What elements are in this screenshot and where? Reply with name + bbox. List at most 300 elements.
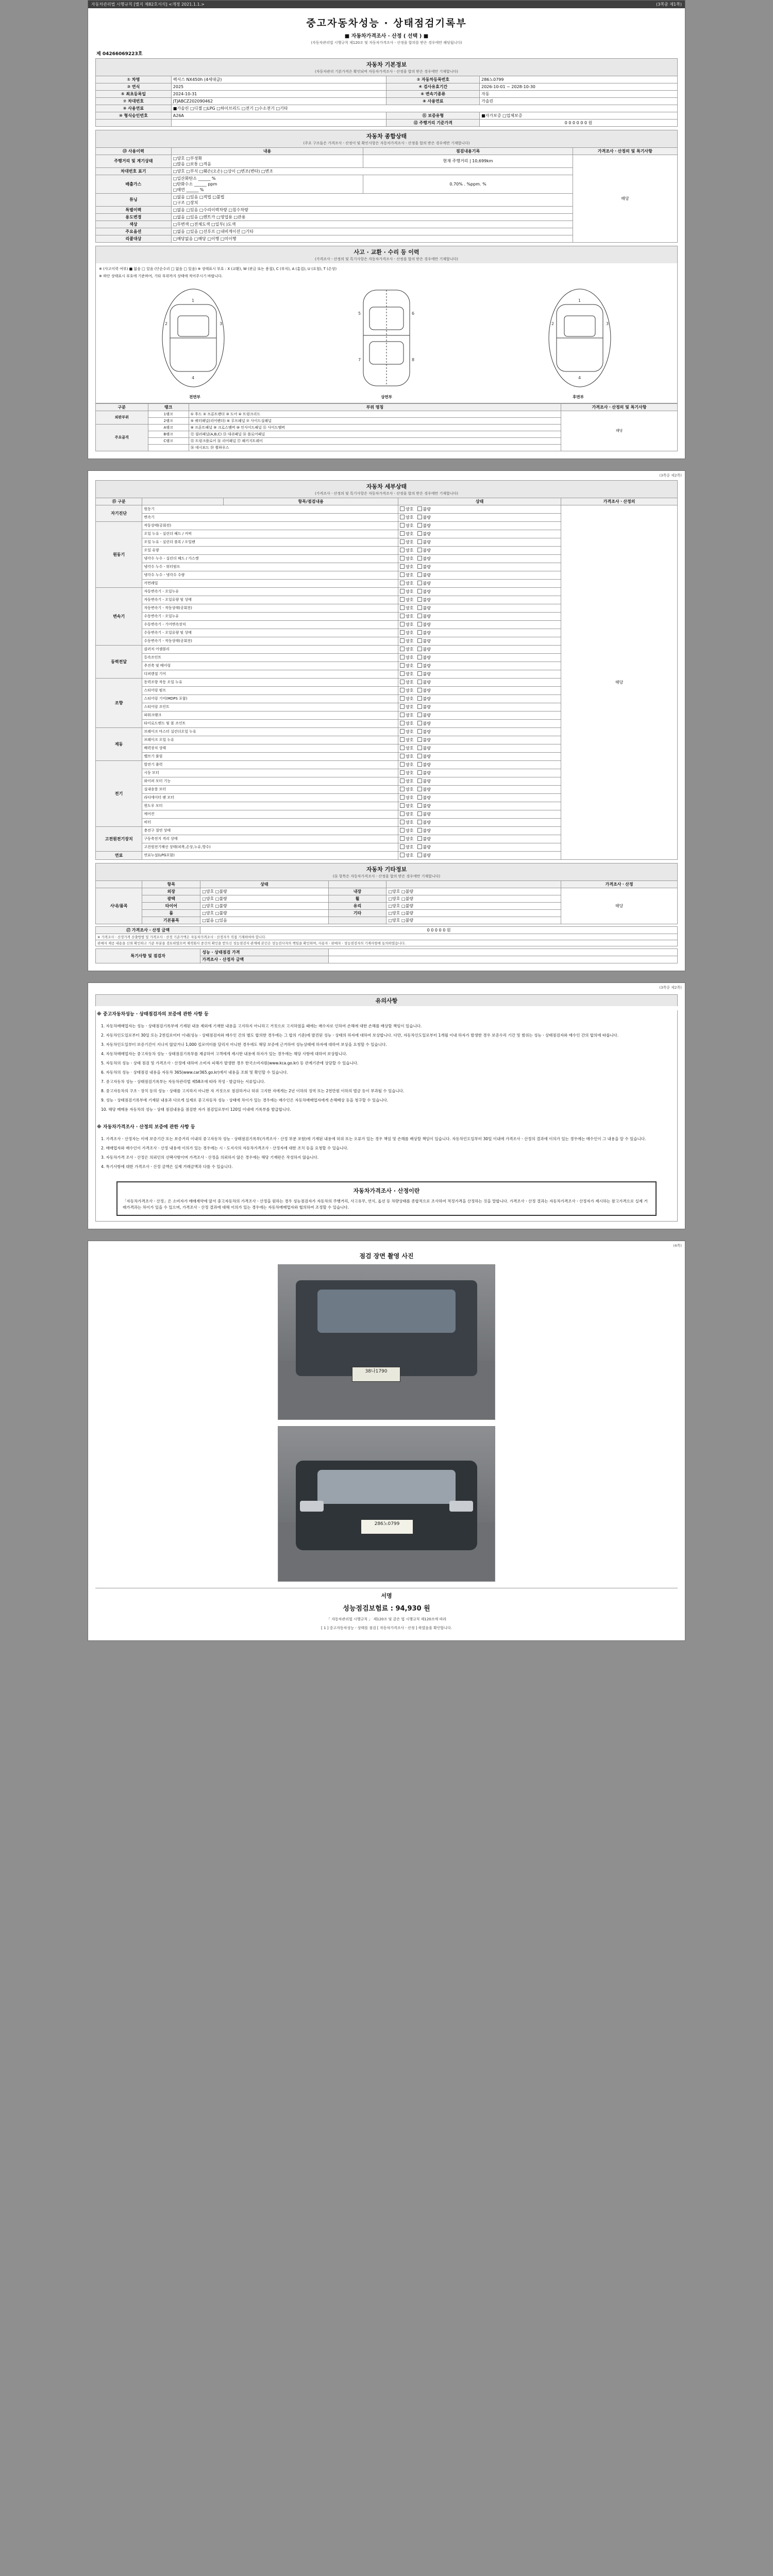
engine-bay-photo (278, 1264, 495, 1420)
detail-item-label: 자동변속기 - 오일누유 (142, 587, 398, 596)
detail-item-options[interactable] (398, 851, 561, 859)
checkbox-icon[interactable] (400, 721, 405, 725)
checkbox-icon[interactable] (417, 844, 422, 849)
checkbox-option[interactable]: 양호 (400, 515, 413, 520)
checkbox-group[interactable]: □없음 □있음 □적법 □불법 (173, 194, 225, 199)
checkbox-option[interactable]: 양호 (400, 671, 413, 677)
row-options[interactable]: □해당없음 □해당 □이행 □미이행 (171, 235, 573, 242)
detail-item-options[interactable] (398, 777, 561, 785)
checkbox-option[interactable]: 양호 (400, 787, 413, 792)
detail-item-options[interactable] (398, 835, 561, 843)
col-header: 가격조사ㆍ산정의 및 특기사항 (561, 403, 678, 411)
checkbox-icon[interactable] (417, 581, 422, 585)
row-label: 주요골격 (96, 424, 148, 451)
price-header: ⑰ 가격조사 · 산정 금액 (96, 926, 200, 934)
checkbox-icon[interactable] (400, 820, 405, 824)
checkbox-group[interactable]: □구조 □장치 (173, 200, 198, 205)
car-top-diagram (338, 284, 435, 392)
row-label: 주행거리 및 계기상태 (96, 155, 172, 167)
checkbox-icon[interactable] (400, 844, 405, 849)
checkbox-option[interactable]: 불량 (417, 844, 431, 850)
detail-rows-body (96, 505, 678, 859)
checkbox-option[interactable]: 불량 (417, 647, 431, 652)
checkbox-icon[interactable] (400, 696, 405, 701)
table-row (96, 505, 678, 513)
checkbox-icon[interactable] (400, 655, 405, 659)
checkbox-icon[interactable] (400, 811, 405, 816)
list-item: 3. 자동차가격 조사ㆍ산정은 의뢰인의 선택사항이며 가격조사ㆍ산정을 의뢰하지 않은 경우에는 해당 기재란은 작성하지 않습니다. (101, 1155, 319, 1160)
checkbox-option[interactable]: 불량 (417, 614, 431, 619)
checkbox-icon[interactable] (400, 828, 405, 833)
col-header: 가격조사ㆍ산정 (561, 880, 678, 888)
detail-item-label: 오일 누유 - 실린더 블록 / 오일팬 (142, 538, 398, 546)
checkbox-option[interactable]: 불량 (417, 721, 431, 726)
checkbox-icon[interactable] (400, 638, 405, 643)
checkbox-option[interactable]: 불량 (417, 548, 431, 553)
detail-item-options[interactable] (398, 563, 561, 571)
checkbox-icon[interactable] (417, 605, 422, 610)
checkbox-icon[interactable] (400, 853, 405, 857)
signature-table (95, 948, 678, 963)
checkbox-option[interactable]: 불량 (417, 704, 431, 710)
checkbox-option[interactable]: 불량 (417, 811, 431, 817)
checkbox-icon[interactable] (400, 787, 405, 791)
checkbox-icon[interactable] (417, 539, 422, 544)
detail-item-label: 커먼레일 (142, 579, 398, 587)
checkbox-option[interactable]: 불량 (417, 853, 431, 858)
detail-item-options[interactable] (398, 744, 561, 752)
checkbox-option[interactable]: 양호 (400, 556, 413, 562)
detail-item-options[interactable] (398, 579, 561, 587)
checkbox-icon[interactable] (400, 589, 405, 594)
detail-item-options[interactable] (398, 612, 561, 620)
checkbox-icon[interactable] (417, 820, 422, 824)
checkbox-option[interactable]: 불량 (417, 828, 431, 834)
checkbox-icon[interactable] (400, 778, 405, 783)
detail-item-options[interactable] (398, 587, 561, 596)
checkbox-icon[interactable] (400, 572, 405, 577)
table-head-row (96, 147, 678, 155)
detail-item-options[interactable] (398, 554, 561, 563)
row-options[interactable]: □양호 □부식 □훼손(오손) □상이 □변조(변타) □변조 (171, 167, 573, 175)
checkbox-option[interactable]: 양호 (400, 836, 413, 842)
checkbox-icon[interactable] (417, 787, 422, 791)
checkbox-option[interactable]: 양호 (400, 581, 413, 586)
checkbox-option[interactable]: 불량 (417, 572, 431, 578)
checkbox-option[interactable]: 불량 (417, 564, 431, 570)
detail-item-options[interactable] (398, 802, 561, 810)
checkbox-option[interactable]: 불량 (417, 688, 431, 693)
detail-item-options[interactable] (398, 736, 561, 744)
checkbox-option[interactable]: 불량 (417, 787, 431, 792)
detail-item-options[interactable] (398, 530, 561, 538)
checkbox-icon[interactable] (400, 564, 405, 569)
detail-item-label: 히터 (142, 818, 398, 826)
checkbox-icon[interactable] (417, 836, 422, 841)
detail-item-options[interactable] (398, 629, 561, 637)
checkbox-option[interactable]: 양호 (400, 564, 413, 570)
checkbox-icon[interactable] (417, 803, 422, 808)
table-head-row (96, 498, 678, 505)
checkbox-icon[interactable] (400, 647, 405, 651)
checkbox-option[interactable]: 불량 (417, 581, 431, 586)
detail-group-label: 전기 (96, 760, 142, 826)
checkbox-option[interactable]: 양호 (400, 820, 413, 825)
detail-item-options[interactable] (398, 793, 561, 802)
detail-item-options[interactable] (398, 843, 561, 851)
detail-item-options[interactable] (398, 571, 561, 579)
cell-label: ④ 검사유효기간 (386, 83, 480, 90)
checkbox-icon[interactable] (400, 671, 405, 676)
checkbox-option[interactable]: 불량 (417, 680, 431, 685)
checkbox-option[interactable]: 양호 (400, 572, 413, 578)
detail-item-options[interactable] (398, 694, 561, 703)
row-options[interactable]: □없음 □있음 (200, 917, 328, 924)
checkbox-option[interactable]: 불량 (417, 778, 431, 784)
checkbox-icon[interactable] (417, 853, 422, 857)
checkbox-icon[interactable] (417, 556, 422, 561)
detail-item-options[interactable] (398, 826, 561, 835)
checkbox-option[interactable]: 양호 (400, 754, 413, 759)
notice-subhead-1: ※ 중고자동차성능 · 상태점검자의 보증에 관한 사항 등 (97, 1011, 209, 1017)
checkbox-icon[interactable] (417, 713, 422, 717)
checkbox-option[interactable]: 불량 (417, 762, 431, 768)
checkbox-option[interactable]: 불량 (417, 671, 431, 677)
checkbox-group[interactable]: □양호 □부정확 (173, 156, 203, 161)
row-options[interactable] (171, 193, 573, 206)
checkbox-option[interactable]: 불량 (417, 605, 431, 611)
detail-item-options[interactable] (398, 538, 561, 546)
checkbox-icon[interactable] (417, 811, 422, 816)
detail-item-options[interactable] (398, 678, 561, 686)
checkbox-option[interactable]: 양호 (400, 614, 413, 619)
row-label: 리콜대상 (96, 235, 172, 242)
checkbox-option[interactable]: 불량 (417, 696, 431, 702)
checkbox-option[interactable]: 양호 (400, 531, 413, 537)
detail-item-label: 스티어링 조인트 (142, 703, 398, 711)
checkbox-icon[interactable] (417, 523, 422, 528)
checkbox-icon[interactable] (417, 762, 422, 767)
checkbox-icon[interactable] (400, 688, 405, 692)
checkbox-icon[interactable] (400, 614, 405, 618)
detail-item-options[interactable] (398, 785, 561, 793)
checkbox-option[interactable]: 양호 (400, 663, 413, 669)
checkbox-option[interactable]: 불량 (417, 638, 431, 644)
detail-item-label: 냉각수 누수 - 워터펌프 (142, 563, 398, 571)
col-header: 내용 (171, 147, 363, 155)
checkbox-group[interactable]: □많음 □보통 □적음 (173, 161, 211, 166)
checkbox-option[interactable]: 불량 (417, 622, 431, 628)
checkbox-icon[interactable] (417, 729, 422, 734)
checkbox-option[interactable]: 양호 (400, 795, 413, 801)
cell-label: ⑥ 변속기종류 (386, 90, 480, 97)
detail-item-options[interactable] (398, 513, 561, 521)
checkbox-icon[interactable] (400, 754, 405, 758)
checkbox-option[interactable]: 양호 (400, 721, 413, 726)
svg-text:2: 2 (551, 321, 554, 326)
checkbox-option[interactable]: 불량 (417, 754, 431, 759)
checkbox-option[interactable]: 양호 (400, 638, 413, 644)
checkbox-option[interactable]: 불량 (417, 556, 431, 562)
checkbox-option[interactable]: 불량 (417, 597, 431, 603)
checkbox-icon[interactable] (400, 506, 405, 511)
table-row (96, 90, 678, 97)
checkbox-option[interactable]: 양호 (400, 688, 413, 693)
checkbox-option[interactable]: 양호 (400, 506, 413, 512)
detail-item-options[interactable] (398, 711, 561, 719)
checkbox-icon[interactable] (417, 564, 422, 569)
checkbox-icon[interactable] (417, 630, 422, 635)
row-options[interactable]: □양호 □불량 (386, 917, 561, 924)
assessment-note: 해당 (561, 411, 678, 451)
checkbox-option[interactable]: 양호 (400, 548, 413, 553)
checkbox-option[interactable]: 불량 (417, 589, 431, 595)
svg-text:5: 5 (358, 311, 361, 316)
detail-item-options[interactable] (398, 760, 561, 769)
checkbox-icon[interactable] (417, 745, 422, 750)
label-front: 전면부 (189, 394, 200, 399)
checkbox-icon[interactable] (417, 531, 422, 536)
row-label: 주요옵션 (96, 228, 172, 235)
svg-text:3: 3 (219, 321, 222, 326)
detail-item-options[interactable] (398, 727, 561, 736)
checkbox-option[interactable]: 양호 (400, 770, 413, 776)
checkbox-option[interactable]: 불량 (417, 655, 431, 660)
detail-item-label: 오일 누유 - 실린더 헤드 / 커버 (142, 530, 398, 538)
checkbox-option[interactable]: 양호 (400, 539, 413, 545)
checkbox-icon[interactable] (417, 572, 422, 577)
checkbox-option[interactable]: 양호 (400, 589, 413, 595)
detail-item-label: 수동변속기 - 오일누유 (142, 612, 398, 620)
tail-lamp-right-icon (449, 1501, 473, 1512)
checkbox-icon[interactable] (400, 680, 405, 684)
col-header-sub (142, 498, 224, 505)
parts-list: ⑱ 데시보드 ⑲ 휠하우스 (189, 444, 561, 451)
checkbox-icon[interactable] (417, 696, 422, 701)
parts-list: ⑮ 트렁크플로어 ⑯ 리어패널 ⑰ 패키지트레이 (189, 437, 561, 444)
checkbox-icon[interactable] (400, 539, 405, 544)
detail-item-options[interactable] (398, 752, 561, 760)
checkbox-option[interactable]: 불량 (417, 770, 431, 776)
checkbox-icon[interactable] (400, 523, 405, 528)
checkbox-option[interactable]: 양호 (400, 704, 413, 710)
page-subtitle: ■ 자동차가격조사 · 산정 ( 선택 ) ■ (344, 33, 429, 39)
checkbox-option[interactable]: 양호 (400, 811, 413, 817)
row-options[interactable]: □양호 □불량 (386, 902, 561, 909)
checkbox-option[interactable]: 양호 (400, 737, 413, 743)
checkbox-option[interactable]: 양호 (400, 622, 413, 628)
checkbox-option[interactable]: 양호 (400, 696, 413, 702)
checkbox-option[interactable]: 양호 (400, 647, 413, 652)
row-options[interactable]: □양호 □불량 (200, 895, 328, 902)
checkbox-icon[interactable] (400, 581, 405, 585)
checkbox-option[interactable]: 양호 (400, 762, 413, 768)
checkbox-icon[interactable] (400, 556, 405, 561)
checkbox-option[interactable]: 양호 (400, 597, 413, 603)
checkbox-icon[interactable] (417, 704, 422, 709)
detail-item-options[interactable] (398, 703, 561, 711)
checkbox-group[interactable]: □일산화탄소 ______ % (173, 176, 216, 181)
checkbox-option[interactable]: 불량 (417, 745, 431, 751)
checkbox-icon[interactable] (417, 614, 422, 618)
checkbox-icon[interactable] (400, 622, 405, 626)
checkbox-icon[interactable] (417, 671, 422, 676)
checkbox-option[interactable]: 양호 (400, 778, 413, 784)
row-label: 룸 (142, 909, 200, 917)
checkbox-icon[interactable] (417, 638, 422, 643)
checkbox-icon[interactable] (400, 548, 405, 552)
checkbox-icon[interactable] (400, 770, 405, 775)
cell-label (96, 119, 172, 126)
row-options[interactable]: □양호 □불량 (200, 909, 328, 917)
checkbox-option[interactable]: 불량 (417, 531, 431, 537)
detail-item-options[interactable] (398, 653, 561, 662)
checkbox-icon[interactable] (400, 531, 405, 536)
checkbox-icon[interactable] (417, 622, 422, 626)
checkbox-option[interactable]: 양호 (400, 828, 413, 834)
detail-item-label: 동력조향 작동 오일 누유 (142, 678, 398, 686)
detail-item-options[interactable] (398, 719, 561, 727)
checkbox-option[interactable]: 불량 (417, 836, 431, 842)
checkbox-icon[interactable] (400, 762, 405, 767)
row-options[interactable]: □양호 □불량 (200, 902, 328, 909)
checkbox-option[interactable]: 불량 (417, 523, 431, 529)
page-title: 중고자동차성능 · 상태점검기록부 (306, 18, 467, 29)
fuel-checkboxes[interactable]: ■가솔린 □디젤 □LPG □하이브리드 □전기 □수소전기 □기타 (171, 105, 677, 112)
checkbox-icon[interactable] (417, 589, 422, 594)
row-label: 휠 (328, 895, 386, 902)
detail-item-options[interactable] (398, 670, 561, 678)
detail-item-options[interactable] (398, 686, 561, 694)
row-options[interactable]: □양호 □불량 (200, 888, 328, 895)
checkbox-icon[interactable] (400, 663, 405, 668)
checkbox-option[interactable]: 불량 (417, 663, 431, 669)
checkbox-icon[interactable] (400, 704, 405, 709)
checkbox-option[interactable]: 불량 (417, 795, 431, 801)
checkbox-option[interactable]: 불량 (417, 506, 431, 512)
checkbox-icon[interactable] (400, 836, 405, 841)
checkbox-icon[interactable] (400, 795, 405, 800)
checkbox-icon[interactable] (417, 754, 422, 758)
checkbox-option[interactable]: 양호 (400, 605, 413, 611)
detail-item-options[interactable] (398, 637, 561, 645)
checkbox-option[interactable]: 불량 (417, 729, 431, 735)
checkbox-icon[interactable] (400, 605, 405, 610)
checkbox-icon[interactable] (417, 778, 422, 783)
row-options[interactable] (171, 175, 363, 193)
checkbox-icon[interactable] (400, 803, 405, 808)
checkbox-option[interactable]: 양호 (400, 630, 413, 636)
detail-item-label: 냉각수 누수 - 실린더 헤드 / 가스켓 (142, 554, 398, 563)
checkbox-group[interactable]: □탄화수소 ______ ppm (173, 181, 217, 187)
definition-box (116, 1181, 657, 1216)
checkbox-icon[interactable] (417, 680, 422, 684)
photo-engine-area (317, 1290, 456, 1333)
checkbox-icon[interactable] (417, 721, 422, 725)
checkbox-icon[interactable] (417, 688, 422, 692)
checkbox-icon[interactable] (400, 729, 405, 734)
checkbox-option[interactable]: 불량 (417, 737, 431, 743)
warranty-checkboxes[interactable]: ■자가보증 □업체보증 (480, 112, 678, 119)
checkbox-option[interactable]: 불량 (417, 803, 431, 809)
label-top: 상면부 (381, 394, 392, 399)
col-header: ⑮ 구분 (96, 498, 142, 505)
detail-item-options[interactable] (398, 662, 561, 670)
checkbox-option[interactable]: 불량 (417, 539, 431, 545)
detail-item-label: 윈도우 모터 (142, 802, 398, 810)
row-options[interactable]: □없음 □있음 □수리이력차량 □침수차량 (171, 206, 573, 213)
assessment-note: 해당 (573, 155, 677, 242)
photo-rear-glass (317, 1470, 456, 1504)
checkbox-option[interactable]: 양호 (400, 853, 413, 858)
checkbox-icon[interactable] (417, 506, 422, 511)
checkbox-icon[interactable] (417, 597, 422, 602)
checkbox-icon[interactable] (417, 548, 422, 552)
detail-item-options[interactable] (398, 505, 561, 513)
checkbox-icon[interactable] (400, 745, 405, 750)
checkbox-icon[interactable] (400, 630, 405, 635)
row-options[interactable]: □없음 □있음 □렌트카 □영업용 □관용 (171, 213, 573, 221)
checkbox-group[interactable]: □매연 ______ % (173, 187, 204, 192)
detail-item-options[interactable] (398, 521, 561, 530)
detail-item-options[interactable] (398, 818, 561, 826)
checkbox-option[interactable]: 불량 (417, 713, 431, 718)
row-options[interactable]: □무변색 □전체도색 □일부( )도색 (171, 221, 573, 228)
checkbox-icon[interactable] (417, 795, 422, 800)
checkbox-icon[interactable] (417, 515, 422, 519)
checkbox-icon[interactable] (417, 663, 422, 668)
row-options[interactable] (171, 155, 363, 167)
checkbox-option[interactable]: 불량 (417, 630, 431, 636)
checkbox-option[interactable]: 양호 (400, 523, 413, 529)
checkbox-icon[interactable] (417, 655, 422, 659)
detail-item-options[interactable] (398, 546, 561, 554)
checkbox-option[interactable]: 불량 (417, 820, 431, 825)
row-options[interactable]: □양호 □불량 (386, 895, 561, 902)
checkbox-icon[interactable] (400, 713, 405, 717)
row-label: 타이어 (142, 902, 200, 909)
checkbox-icon[interactable] (400, 737, 405, 742)
checkbox-option[interactable]: 양호 (400, 745, 413, 751)
detail-item-options[interactable] (398, 604, 561, 612)
detail-item-options[interactable] (398, 769, 561, 777)
checkbox-option[interactable]: 양호 (400, 803, 413, 809)
row-options[interactable]: □양호 □불량 (386, 888, 561, 895)
checkbox-option[interactable]: 불량 (417, 515, 431, 520)
checkbox-option[interactable]: 양호 (400, 680, 413, 685)
price-assessment-table (95, 926, 678, 946)
detail-item-options[interactable] (398, 620, 561, 629)
row-label: 튜닝 (96, 193, 172, 206)
detail-item-options[interactable] (398, 596, 561, 604)
col-header-rank: 랭크 (148, 403, 189, 411)
checkbox-icon[interactable] (417, 770, 422, 775)
checkbox-icon[interactable] (400, 597, 405, 602)
checkbox-option[interactable]: 양호 (400, 729, 413, 735)
checkbox-icon[interactable] (400, 515, 405, 519)
checkbox-option[interactable]: 양호 (400, 655, 413, 660)
etc-table (95, 880, 678, 924)
checkbox-icon[interactable] (417, 828, 422, 833)
detail-item-options[interactable] (398, 810, 561, 818)
detail-item-options[interactable] (398, 645, 561, 653)
checkbox-option[interactable]: 양호 (400, 844, 413, 850)
checkbox-option[interactable]: 양호 (400, 713, 413, 718)
row-options[interactable]: □양호 □불량 (386, 909, 561, 917)
checkbox-icon[interactable] (417, 737, 422, 742)
checkbox-icon[interactable] (417, 647, 422, 651)
row-options[interactable]: □없음 □있음 □선루프 □내비게이션 □기타 (171, 228, 573, 235)
